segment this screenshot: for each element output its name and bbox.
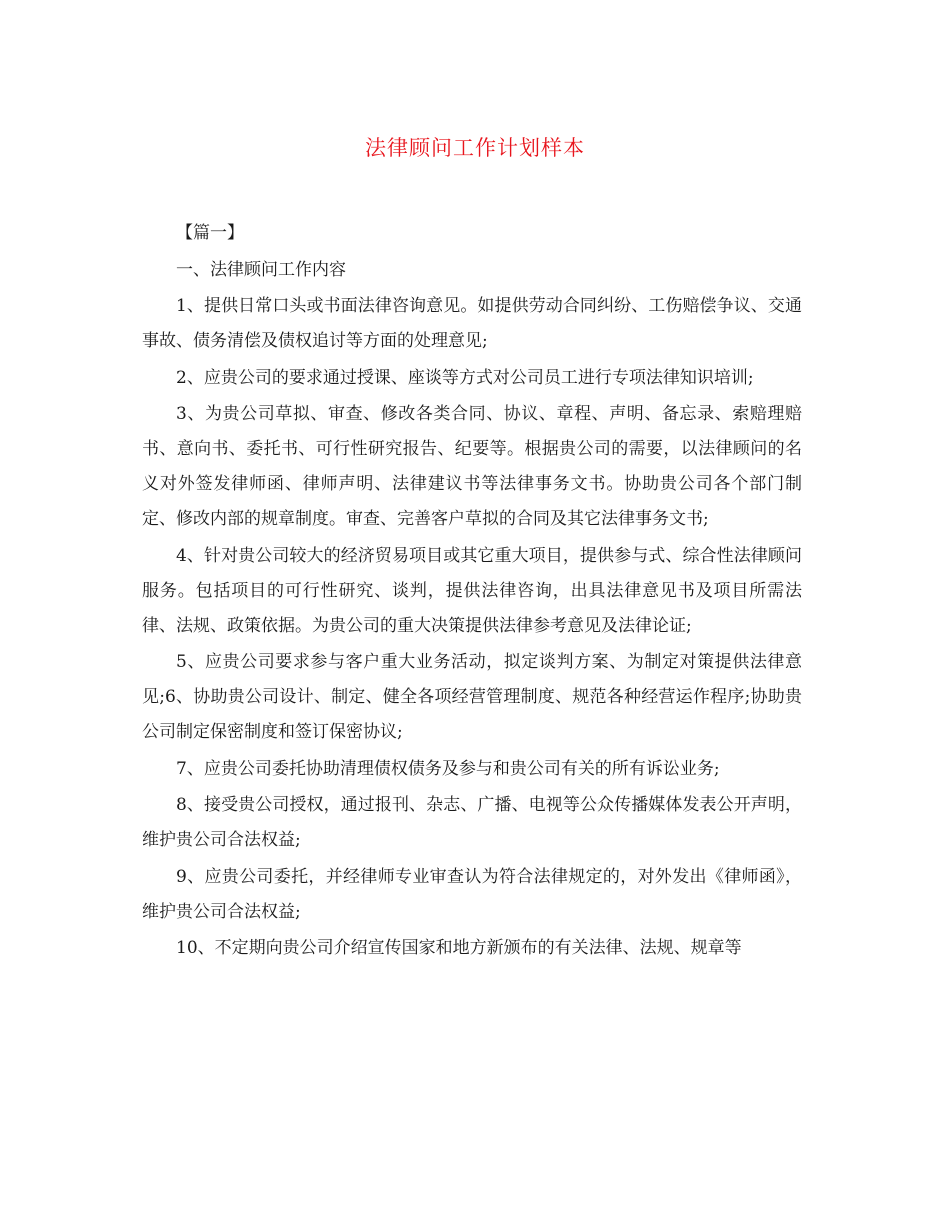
paragraph-item-7: 7、应贵公司委托协助清理债权债务及参与和贵公司有关的所有诉讼业务; — [176, 758, 720, 779]
document-body — [142, 216, 802, 968]
paragraph-item-4: 4、针对贵公司较大的经济贸易项目或其它重大项目，提供参与式、综合性法律顾问服务。包括项目的可行性研究、谈判，提供法律咨询，出具法律意见书及项目所需法律、法规、政策依据。为贵公司的重大决策提供法律参考意见及法律论证; — [142, 545, 802, 636]
paragraph-item-2: 2、应贵公司的要求通过授课、座谈等方式对公司员工进行专项法律知识培训; — [176, 367, 754, 388]
paragraph-item-5-6: 5、应贵公司要求参与客户重大业务活动，拟定谈判方案、为制定对策提供法律意见;6、协助贵公司设计、制定、健全各项经营管理制度、规范各种经营运作程序;协助贵公司制定保密制度和签订保密协议; — [142, 652, 802, 742]
paragraph-item-10: 10、不定期向贵公司介绍宣传国家和地方新颁布的有关法律、法规、规章等 — [176, 938, 742, 958]
paragraph-item-8: 8、接受贵公司授权，通过报刊、杂志、广播、电视等公众传播媒体发表公开声明，维护贵公司合法权益; — [142, 795, 802, 850]
subsection-heading: 一、法律顾问工作内容 — [176, 259, 346, 280]
paragraph-item-3: 3、为贵公司草拟、审查、修改各类合同、协议、章程、声明、备忘录、索赔理赔书、意向书、委托书、可行性研究报告、纪要等。根据贵公司的需要，以法律顾问的名义对外签发律师函、律师声明、法律建议书等法律事务文书。协助贵公司各个部门制定、修改内部的规章制度。审查、完善客户草拟的合同及其它法律事务文书; — [142, 404, 802, 529]
paragraph-item-1: 1、提供日常口头或书面法律咨询意见。如提供劳动合同纠纷、工伤赔偿争议、交通事故、债务清偿及债权追讨等方面的处理意见; — [142, 296, 802, 351]
paragraph-item-9: 9、应贵公司委托，并经律师专业审查认为符合法律规定的，对外发出《律师函》，维护贵公司合法权益; — [142, 866, 802, 922]
document-title: 法律顾问工作计划样本 — [365, 136, 585, 160]
section-heading: 【篇一】 — [176, 223, 244, 243]
